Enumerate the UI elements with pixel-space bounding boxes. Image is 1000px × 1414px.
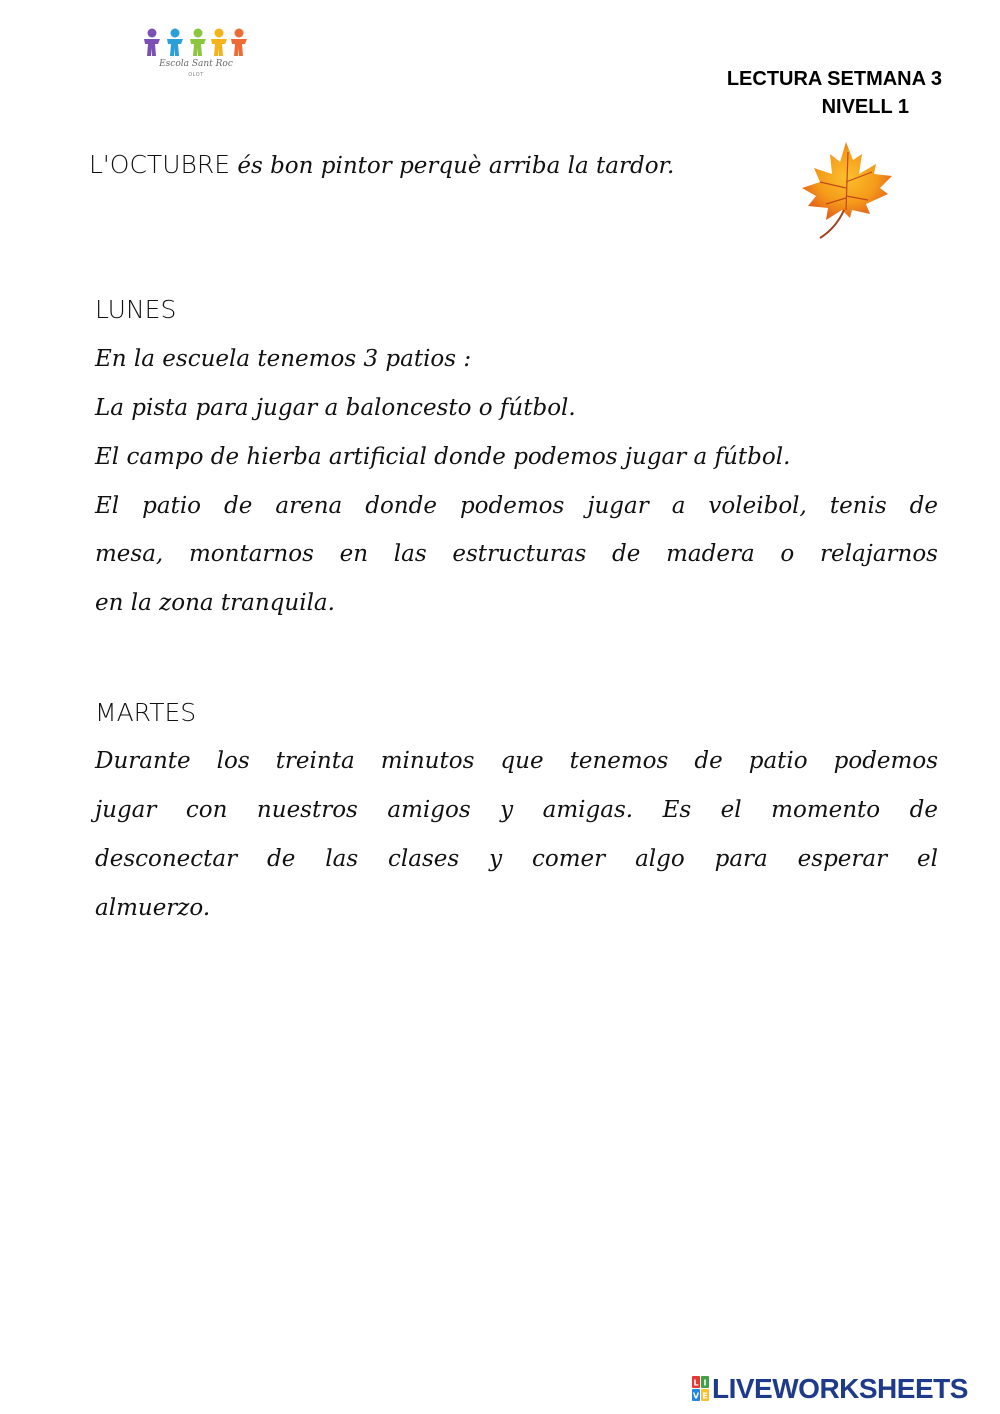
headline bbox=[89, 150, 779, 179]
maple-leaf-icon bbox=[796, 138, 900, 246]
day-heading-martes: MARTES bbox=[95, 698, 197, 727]
children-figures-icon bbox=[138, 26, 254, 60]
text-line: almuerzo. bbox=[95, 895, 211, 921]
text-line: mesa, montarnos en las estructuras de madera o relajarnos bbox=[95, 541, 938, 567]
worksheet-level: NIVELL 1 bbox=[821, 96, 909, 118]
badge-letter: L bbox=[693, 1378, 699, 1388]
badge-letter: I bbox=[703, 1378, 707, 1388]
badge-letter: V bbox=[692, 1391, 700, 1401]
worksheet-title: LECTURA SETMANA 3 bbox=[726, 68, 942, 90]
text-line: El campo de hierba artificial donde podemos jugar a fútbol. bbox=[95, 444, 791, 470]
day-heading-lunes: LUNES bbox=[95, 295, 177, 324]
liveworksheets-logo bbox=[692, 1374, 992, 1404]
liveworksheets-brand: LIVEWORKSHEETS bbox=[712, 1373, 968, 1404]
text-line: El patio de arena donde podemos jugar a voleibol, tenis de bbox=[95, 493, 938, 519]
text-line: En la escuela tenemos 3 patios : bbox=[95, 346, 472, 372]
text-line: La pista para jugar a baloncesto o fútbol. bbox=[95, 395, 576, 421]
badge-letter: E bbox=[702, 1391, 708, 1401]
text-line: en la zona tranquila. bbox=[95, 590, 335, 616]
headline-text: és bon pintor perquè arriba la tardor. bbox=[230, 153, 675, 179]
headline-caps: L'OCTUBRE bbox=[89, 150, 231, 179]
logo-city: OLOT bbox=[188, 72, 204, 78]
text-line: desconectar de las clases y comer algo para esperar el bbox=[95, 846, 938, 872]
text-line: Durante los treinta minutos que tenemos de patio podemos bbox=[95, 748, 938, 774]
school-logo bbox=[138, 26, 254, 86]
logo-school-name: Escola Sant Roc bbox=[159, 59, 233, 69]
text-line: jugar con nuestros amigos y amigas. Es el momento de bbox=[95, 797, 938, 823]
liveworksheets-badge-icon bbox=[692, 1376, 710, 1402]
